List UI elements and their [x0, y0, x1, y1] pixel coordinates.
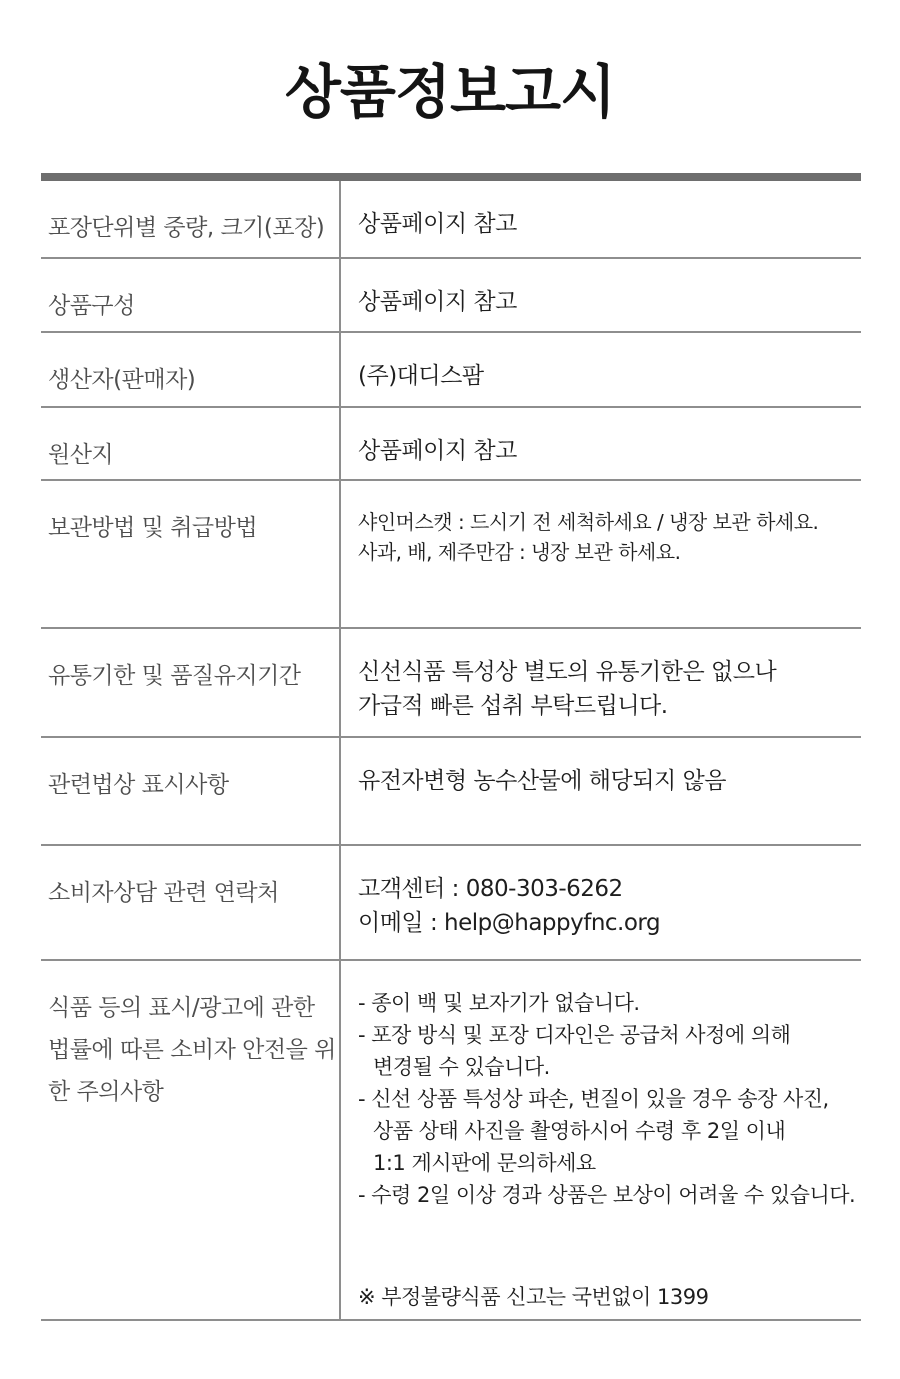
table-row: [41, 738, 861, 846]
table-row: [41, 259, 861, 333]
value-line: (주)대디스팜: [358, 363, 484, 389]
row-value-origin: [341, 408, 861, 479]
row-label-expiry: 유통기한 및 품질유지기간: [41, 629, 341, 736]
value-line: 샤인머스캣 : 드시기 전 세척하세요 / 냉장 보관 하세요.: [358, 510, 819, 534]
notes-line: - 신선 상품 특성상 파손, 변질이 있을 경우 송장 사진,: [358, 1087, 829, 1111]
value-line: 상품페이지 참고: [358, 211, 517, 237]
row-value-weight-size: [341, 181, 861, 257]
row-label-producer: 생산자(판매자): [41, 333, 341, 406]
notes-line: - 포장 방식 및 포장 디자인은 공급처 사정에 의해: [358, 1023, 791, 1047]
row-value-safety-notes: [341, 961, 861, 1319]
row-value-contact: [341, 846, 861, 959]
value-line: 상품페이지 참고: [358, 289, 517, 315]
table-row: [41, 961, 861, 1321]
report-notice: ※ 부정불량식품 신고는 국번없이 1399: [358, 1285, 709, 1309]
value-line: 신선식품 특성상 별도의 유통기한은 없으나: [358, 659, 777, 685]
notes-line: 상품 상태 사진을 촬영하시어 수령 후 2일 이내: [373, 1119, 786, 1143]
table-row: [41, 481, 861, 629]
value-line: 가급적 빠른 섭취 부탁드립니다.: [358, 693, 668, 719]
value-line: 유전자변형 농수산물에 해당되지 않음: [358, 768, 726, 794]
row-value-legal-notice: [341, 738, 861, 844]
notes-line: 1:1 게시판에 문의하세요: [373, 1151, 596, 1175]
row-value-producer: [341, 333, 861, 406]
value-line: 이메일 : help@happyfnc.org: [358, 910, 661, 936]
value-line: 고객센터 : 080-303-6262: [358, 876, 623, 902]
value-line: 사과, 배, 제주만감 : 냉장 보관 하세요.: [358, 540, 681, 564]
table-row: [41, 846, 861, 961]
row-label-composition: 상품구성: [41, 259, 341, 331]
value-line: 상품페이지 참고: [358, 438, 517, 464]
row-value-composition: [341, 259, 861, 331]
row-label-origin: 원산지: [41, 408, 341, 479]
row-value-expiry: [341, 629, 861, 736]
table-row: [41, 629, 861, 738]
table-row: [41, 181, 861, 259]
table-row: [41, 333, 861, 408]
row-value-storage: [341, 481, 861, 627]
row-label-legal-notice: 관련법상 표시사항: [41, 738, 341, 844]
row-label-weight-size: 포장단위별 중량, 크기(포장): [41, 181, 341, 257]
table-row: [41, 408, 861, 481]
row-label-safety-notes: 식품 등의 표시/광고에 관한 법률에 따른 소비자 안전을 위한 주의사항: [41, 961, 341, 1319]
notes-line: 변경될 수 있습니다.: [373, 1055, 550, 1079]
product-info-table: [41, 173, 861, 1321]
notes-line: - 수령 2일 이상 경과 상품은 보상이 어려울 수 있습니다.: [358, 1183, 856, 1207]
notes-line: - 종이 백 및 보자기가 없습니다.: [358, 991, 640, 1015]
row-label-contact: 소비자상담 관련 연락처: [41, 846, 341, 959]
row-label-storage: 보관방법 및 취급방법: [41, 481, 341, 627]
page-title: 상품정보고시: [284, 58, 616, 126]
